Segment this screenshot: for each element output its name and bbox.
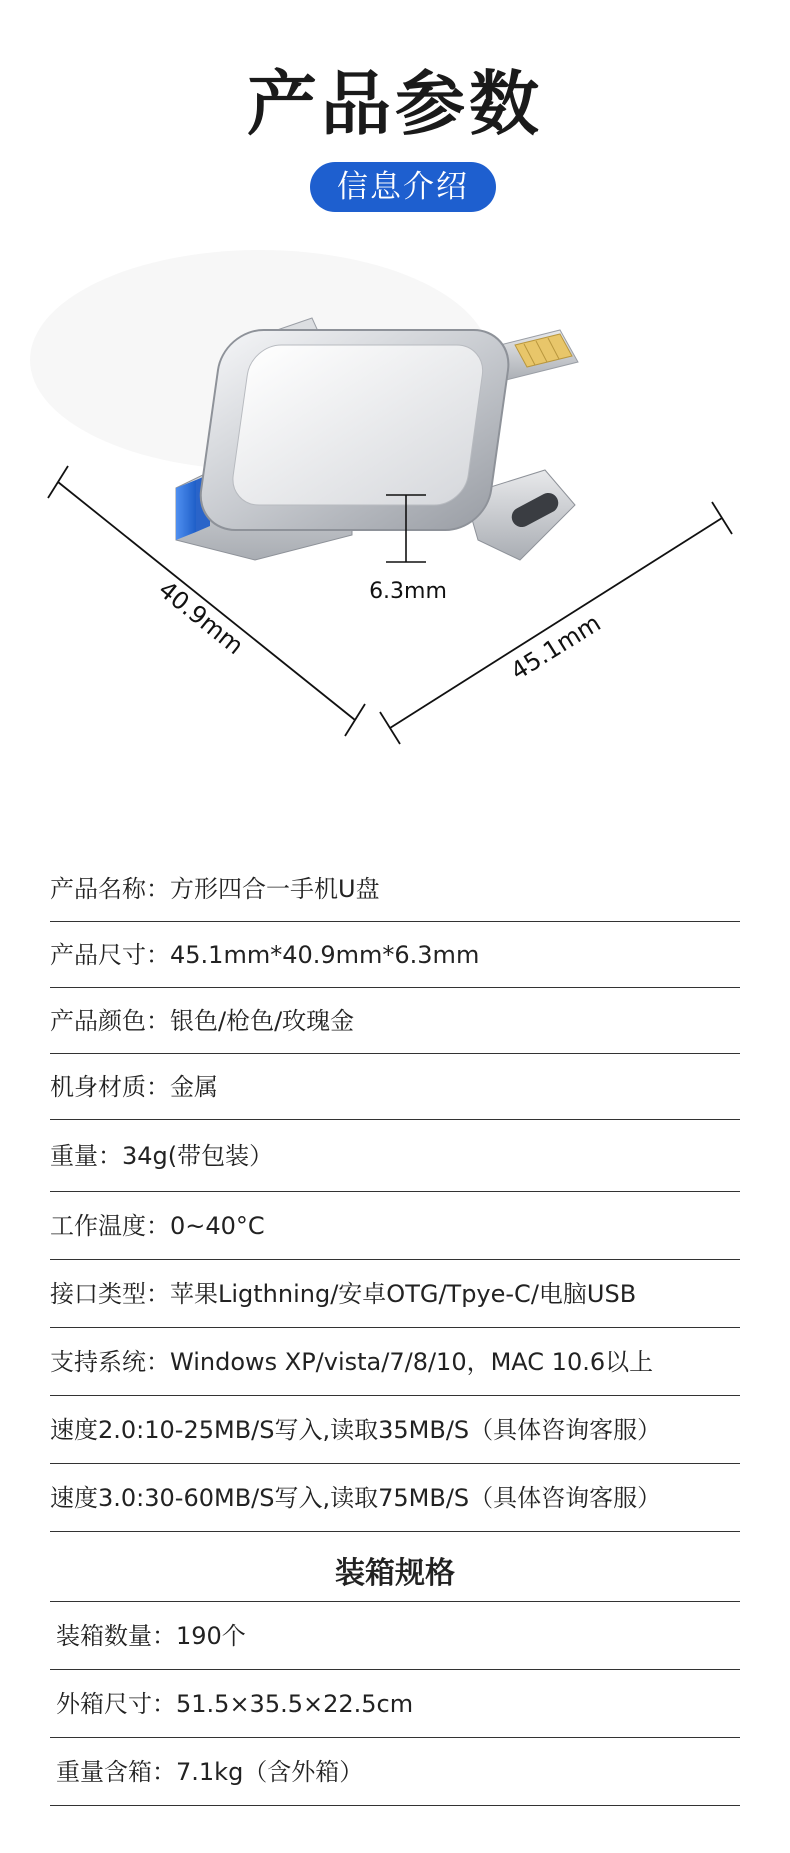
spec-row-speed-2: [50, 1396, 740, 1464]
spec-row-weight: [50, 1120, 740, 1192]
spec-row-size: [50, 922, 740, 988]
spec-label: 外箱尺寸：: [56, 1690, 176, 1718]
spec-label: 接口类型：: [50, 1280, 170, 1308]
flash-drive-body: [196, 330, 514, 530]
packing-row-box-size: [50, 1670, 740, 1738]
spec-label: 支持系统：: [50, 1348, 170, 1376]
spec-value: 速度3.0:30-60MB/S写入,读取75MB/S（具体咨询客服）: [50, 1484, 662, 1512]
spec-label: 机身材质：: [50, 1073, 170, 1101]
spec-row-speed-3: [50, 1464, 740, 1532]
width-dimension-label: 45.1mm: [505, 608, 606, 686]
spec-value: 方形四合一手机U盘: [170, 875, 380, 903]
spec-value: 0~40°C: [170, 1212, 265, 1240]
depth-dimension-label: 40.9mm: [153, 575, 249, 661]
page-title: 产品参数: [247, 63, 543, 145]
spec-value: 银色/枪色/玫瑰金: [170, 1007, 355, 1035]
spec-value: 速度2.0:10-25MB/S写入,读取35MB/S（具体咨询客服）: [50, 1416, 662, 1444]
spec-label: 装箱数量：: [56, 1622, 176, 1650]
packing-row-quantity: [50, 1602, 740, 1670]
spec-row-system: [50, 1328, 740, 1396]
spec-label: 重量含箱：: [56, 1758, 176, 1786]
spec-row-temperature: [50, 1192, 740, 1260]
spec-value: 金属: [170, 1073, 218, 1101]
spec-value: 51.5×35.5×22.5cm: [176, 1690, 414, 1718]
packing-row-box-weight: [50, 1738, 740, 1806]
spec-label: 产品尺寸：: [50, 941, 170, 969]
spec-row-color: [50, 988, 740, 1054]
product-illustration: [0, 240, 790, 760]
height-dimension-label: 6.3mm: [369, 579, 447, 604]
spec-label: 产品颜色：: [50, 1007, 170, 1035]
width-dimension: [380, 502, 732, 744]
spec-row-interface: [50, 1260, 740, 1328]
spec-label: 工作温度：: [50, 1212, 170, 1240]
spec-value: 45.1mm*40.9mm*6.3mm: [170, 941, 480, 969]
spec-row-name: [50, 856, 740, 922]
spec-label: 产品名称：: [50, 875, 170, 903]
spec-row-material: [50, 1054, 740, 1120]
section-badge: 信息介绍: [310, 162, 496, 212]
spec-value: 苹果Ligthning/安卓OTG/Tpye-C/电脑USB: [170, 1280, 637, 1308]
packing-title: 装箱规格: [335, 1556, 455, 1591]
spec-value: 190个: [176, 1622, 246, 1650]
spec-label: 重量：: [50, 1142, 122, 1170]
spec-value: 7.1kg（含外箱）: [176, 1758, 364, 1786]
spec-value: 34g(带包装）: [122, 1142, 274, 1170]
spec-value: Windows XP/vista/7/8/10，MAC 10.6以上: [170, 1348, 654, 1376]
